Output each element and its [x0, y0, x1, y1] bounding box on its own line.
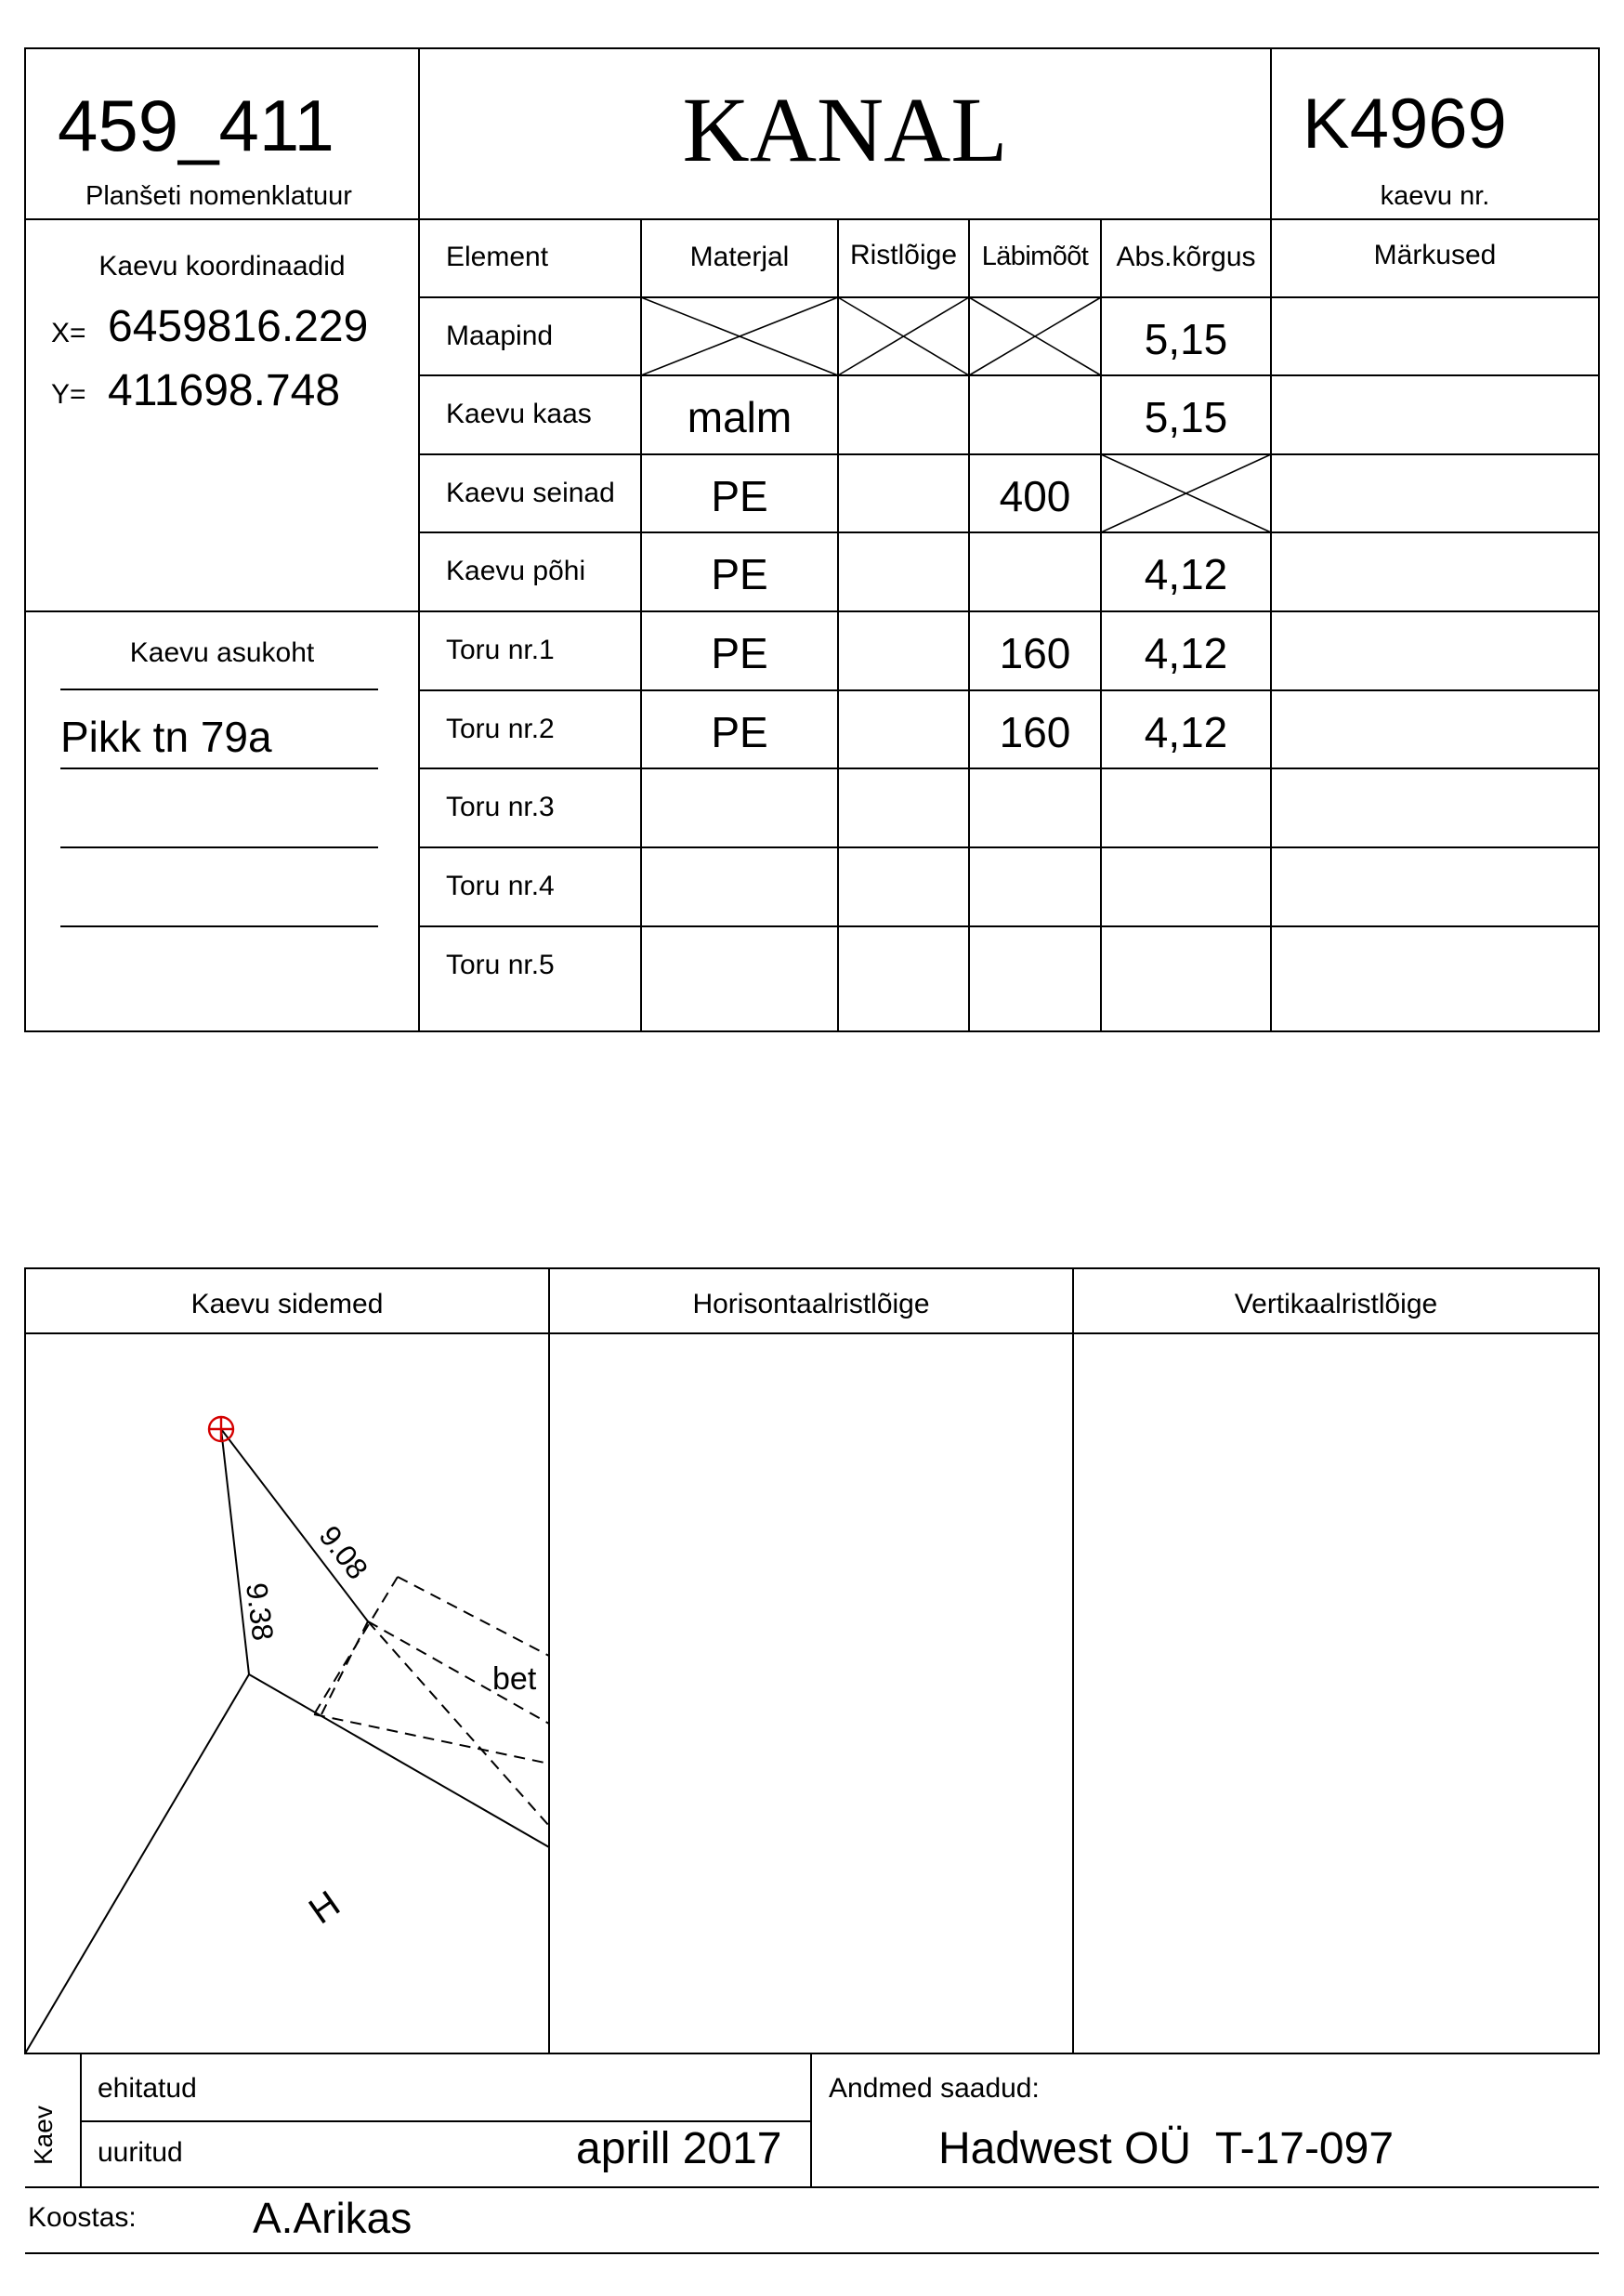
row-element-label: Toru nr.1 — [446, 635, 555, 665]
y-coordinate: 411698.748 — [108, 366, 341, 415]
house-marker-label: H — [301, 1883, 347, 1933]
well-marker-icon — [209, 1417, 233, 1441]
row-element-label: Toru nr.2 — [446, 714, 555, 744]
row-element-label: Toru nr.5 — [446, 950, 555, 980]
building-outline-dashed — [314, 1577, 549, 1826]
row-element-label: Kaevu põhi — [446, 556, 586, 586]
row-diameter: 400 — [999, 472, 1071, 520]
col-header-abs-height: Abs.kõrgus — [1116, 242, 1256, 272]
col-header-notes: Märkused — [1373, 240, 1497, 270]
row-abs-height: 5,15 — [1144, 393, 1228, 441]
surveyed-date: aprill 2017 — [576, 2124, 782, 2173]
well-number: K4969 — [1303, 85, 1507, 164]
location-label: Kaevu asukoht — [129, 637, 315, 668]
surveyed-label: uuritud — [98, 2137, 183, 2168]
col-header-cross-section: Ristlõige — [849, 240, 958, 270]
panel-header-vertical-section: Vertikaalristlõige — [1234, 1289, 1438, 1319]
row-element-label: Toru nr.4 — [446, 871, 555, 901]
col-header-diameter: Läbimõõt — [981, 242, 1089, 271]
author-label: Koostas: — [28, 2202, 137, 2233]
row-element-label: Kaevu seinad — [446, 478, 615, 508]
dimension-label-1: 9.38 — [240, 1581, 281, 1643]
panel-header-ties: Kaevu sidemed — [190, 1289, 384, 1319]
row-abs-height: 4,12 — [1144, 708, 1228, 756]
row-abs-height: 4,12 — [1144, 629, 1228, 677]
row-material: PE — [711, 629, 768, 677]
plansheet-number: 459_411 — [58, 85, 334, 166]
col-header-material: Materjal — [689, 242, 790, 272]
x-prefix: X= — [51, 318, 86, 348]
coordinates-label: Kaevu koordinaadid — [98, 251, 346, 282]
well-number-label: kaevu nr. — [1380, 181, 1490, 211]
plansheet-label: Planšeti nomenklatuur — [85, 181, 352, 211]
page-title: KANAL — [682, 78, 1008, 181]
side-label: Kaev — [29, 2106, 58, 2165]
data-source-label: Andmed saadud: — [829, 2073, 1040, 2104]
location-line-1: Pikk tn 79a — [60, 713, 272, 761]
row-abs-height: 5,15 — [1144, 315, 1228, 363]
x-coordinate: 6459816.229 — [108, 302, 369, 351]
row-element-label: Maapind — [446, 321, 554, 351]
row-material: PE — [711, 472, 768, 520]
y-prefix: Y= — [51, 379, 86, 410]
row-material: malm — [687, 393, 792, 441]
row-diameter: 160 — [999, 708, 1071, 756]
ties-sketch — [25, 1429, 549, 2053]
panel-header-horizontal-section: Horisontaalristlõige — [692, 1289, 930, 1319]
col-header-element: Element — [446, 242, 549, 272]
row-material: PE — [711, 550, 768, 598]
row-abs-height: 4,12 — [1144, 550, 1228, 598]
row-element-label: Kaevu kaas — [446, 399, 592, 429]
row-diameter: 160 — [999, 629, 1071, 677]
row-element-label: Toru nr.3 — [446, 792, 555, 822]
author-name: A.Arikas — [253, 2194, 413, 2242]
dimension-label-2: 9.08 — [312, 1519, 375, 1586]
material-label: bet — [492, 1661, 537, 1697]
built-label: ehitatud — [98, 2073, 197, 2104]
row-material: PE — [711, 708, 768, 756]
data-source-value: Hadwest OÜ T-17-097 — [938, 2124, 1395, 2173]
